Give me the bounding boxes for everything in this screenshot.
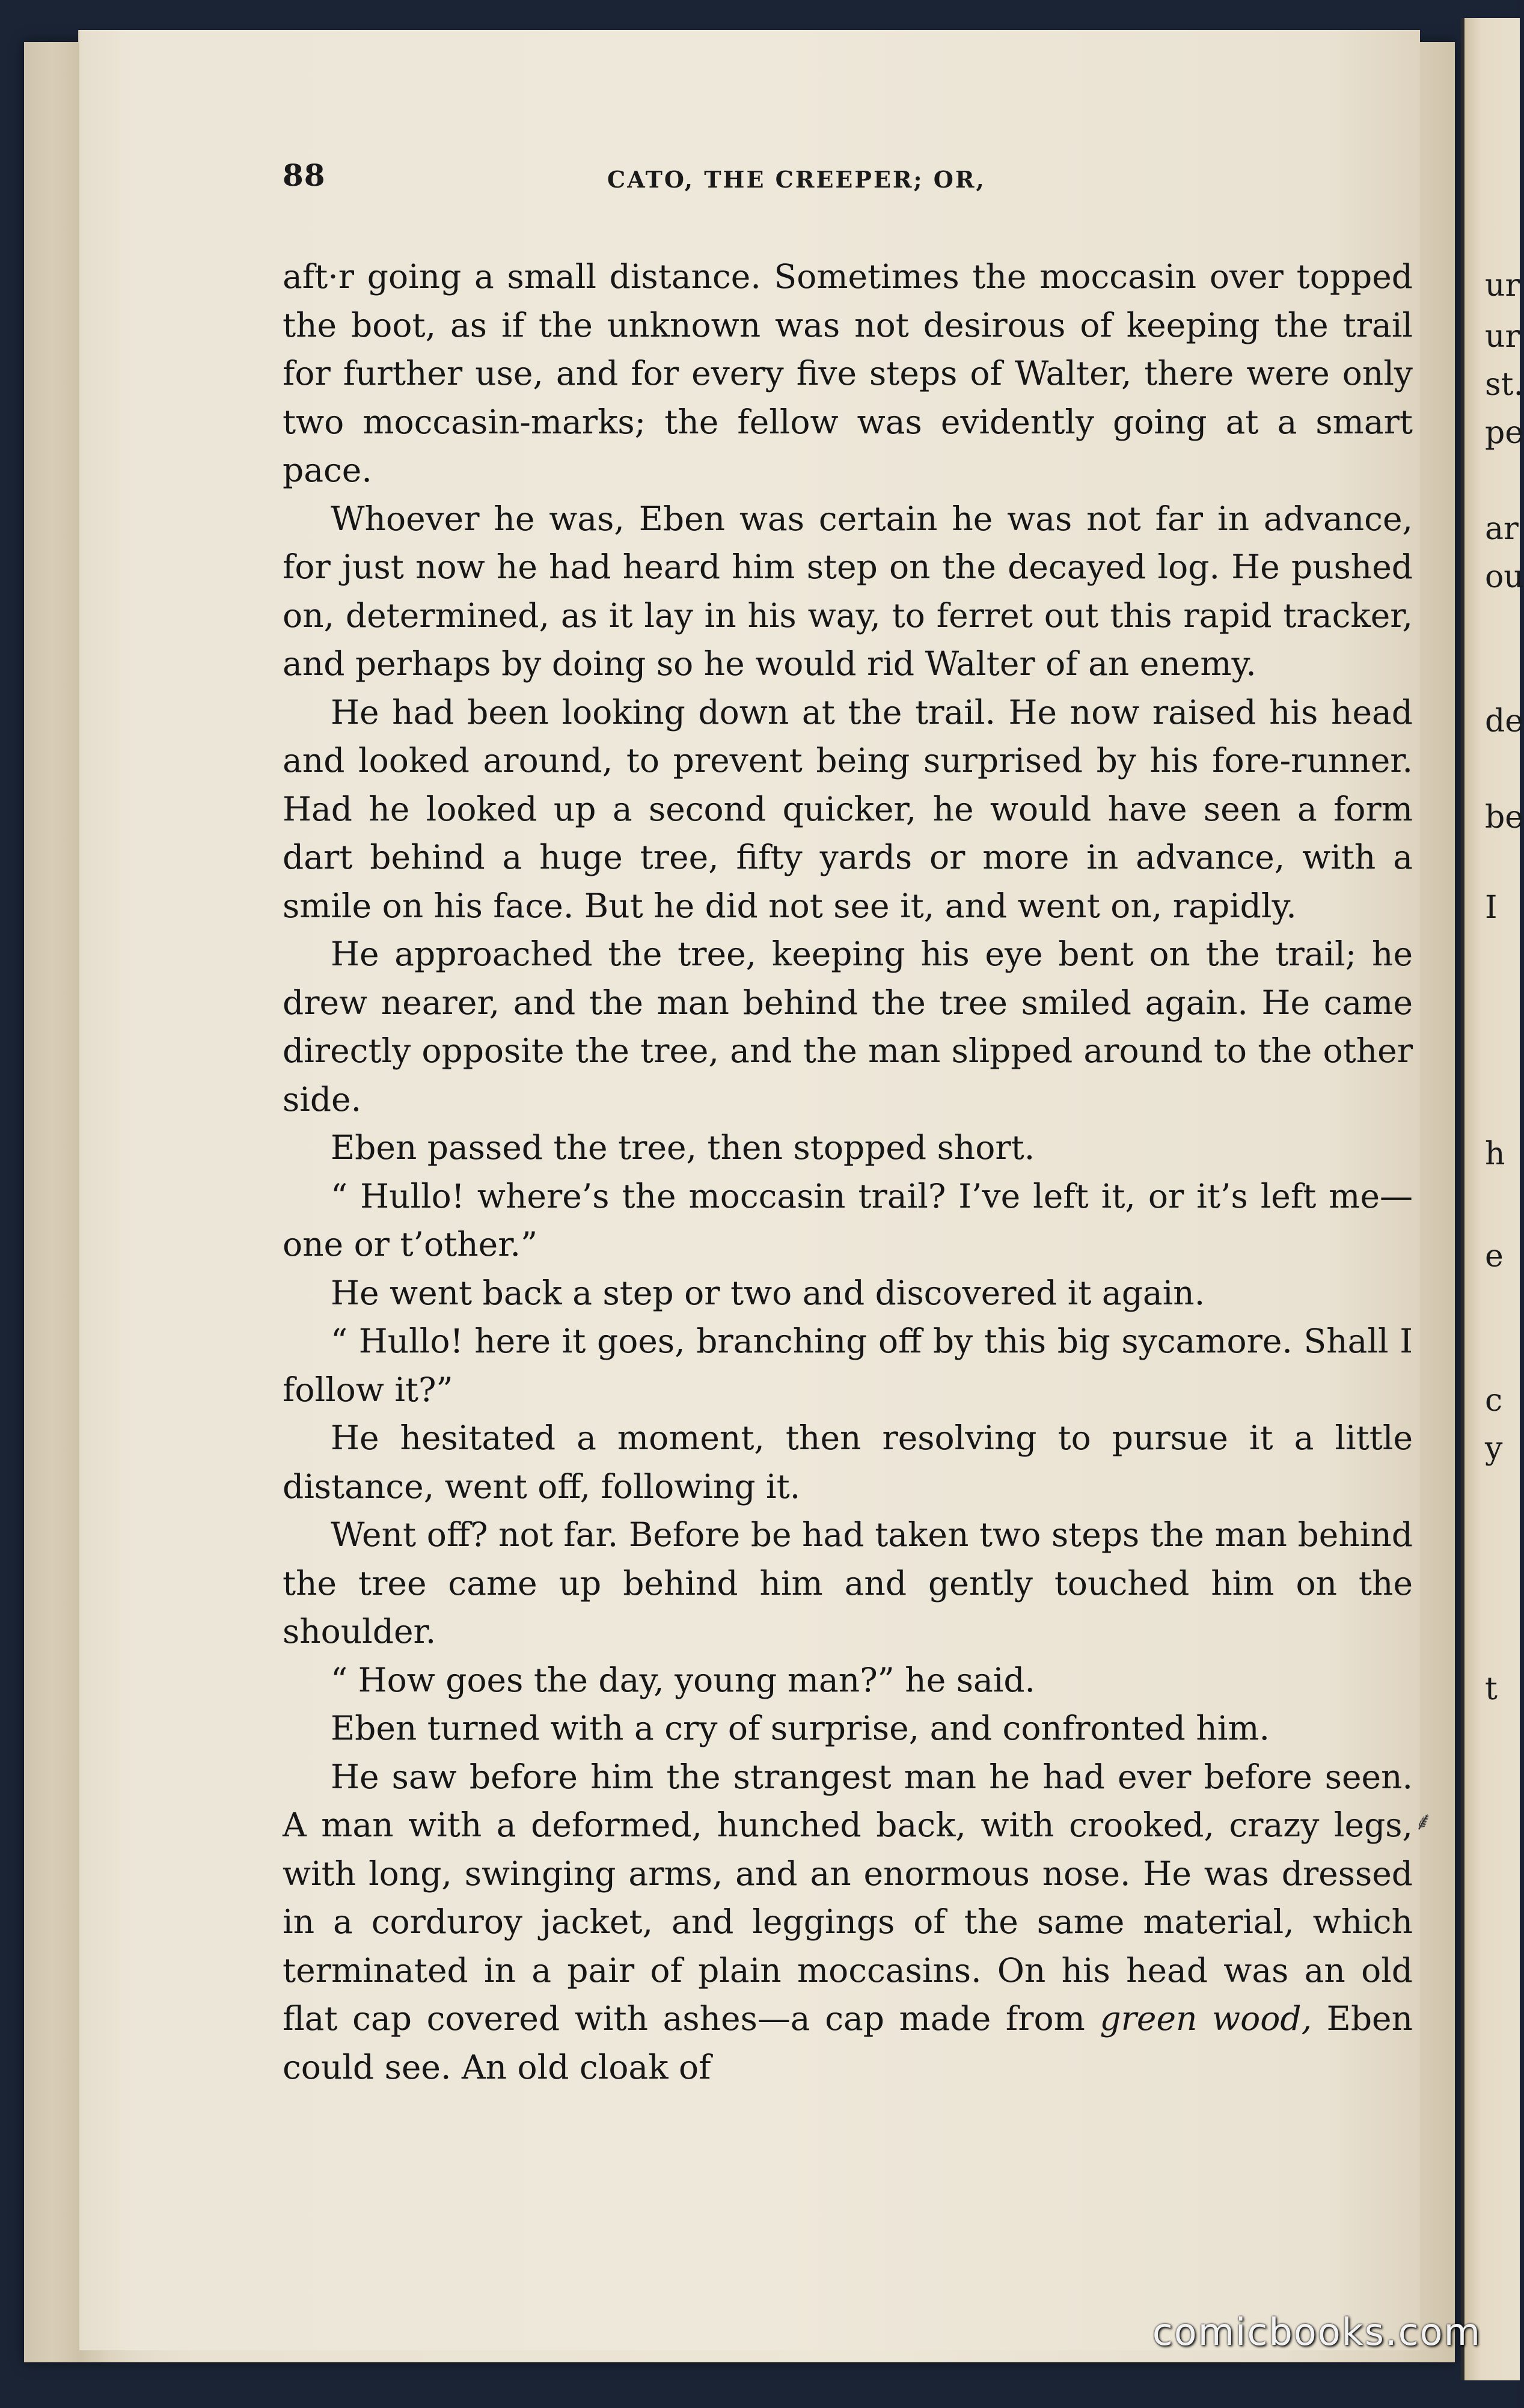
- paragraph: Whoever he was, Eben was certain he was not far in advance, for just now he had heard him step on the decayed log. He pushed on, determined, as it lay in his way, to ferret out this rapid tracker, and perhaps by doing so he would rid Walter of an enemy.: [283, 499, 1413, 683]
- facing-page-fragment: e: [1485, 1238, 1504, 1274]
- paragraph-text: He saw before him the strangest man he had ever before seen. A man with a deformed, hunched back, with crooked, crazy legs, with long, swinging arms, and an enormous nose. He was dressed in a corduroy jacket, and leggings of the same material, which terminated in a pair of plain moccasins. On his head was an old flat cap covered with ashes—a cap made from: [283, 1757, 1413, 2038]
- paragraph-tail: Eben could see. An old cloak of: [283, 1999, 1413, 2086]
- facing-page-fragment: be: [1485, 799, 1524, 836]
- paragraph: Went off? not far. Before be had taken two steps the man behind the tree came up behind him and gently touched him on the shoulder.: [283, 1515, 1413, 1651]
- paragraph: “ Hullo! here it goes, branching off by this big sycamore. Shall I follow it?”: [283, 1322, 1413, 1409]
- facing-page-fragment: h: [1485, 1136, 1505, 1172]
- running-head: CATO, THE CREEPER; OR,: [607, 166, 986, 193]
- facing-page-fragment: ar: [1485, 511, 1519, 547]
- facing-page-fragment: ur: [1485, 267, 1520, 304]
- facing-page-fragment: pe: [1485, 415, 1524, 451]
- paragraph: aft·r going a small distance. Sometimes the moccasin over topped the boot, as if the unknown was not desirous of keeping the trail for further use, and for every five steps of Walter, there were only two moccasin-marks; the fellow was evidently going at a smart pace.: [283, 257, 1413, 489]
- page-number: 88: [283, 157, 326, 193]
- facing-page-fragment: c: [1485, 1383, 1503, 1419]
- facing-page-fragment: y: [1485, 1431, 1503, 1467]
- facing-page-fragment: ur: [1485, 319, 1520, 355]
- body-text: [283, 252, 1413, 2091]
- paragraph: He approached the tree, keeping his eye bent on the trail; he drew nearer, and the man behind the tree smiled again. He came directly opposite the tree, and the man slipped around to the other side.: [283, 935, 1413, 1119]
- italic-phrase: green wood,: [1100, 1999, 1312, 2038]
- paragraph: Eben passed the tree, then stopped short.: [331, 1128, 1035, 1167]
- paragraph: “ Hullo! where’s the moccasin trail? I’ve left it, or it’s left me—one or t’other.”: [283, 1176, 1413, 1264]
- paragraph: He hesitated a moment, then resolving to pursue it a little distance, went off, following it.: [283, 1419, 1413, 1506]
- watermark: comicbooks.com: [1152, 2310, 1481, 2354]
- paragraph: He went back a step or two and discovered it again.: [331, 1273, 1205, 1312]
- paragraph-last: [283, 1753, 1413, 2092]
- page-header: [283, 157, 1413, 212]
- facing-page-fragment: de: [1485, 703, 1524, 739]
- facing-page-fragment: I: [1485, 890, 1498, 926]
- paragraph: Eben turned with a cry of surprise, and confronted him.: [331, 1709, 1270, 1747]
- facing-page-fragment: t: [1485, 1671, 1498, 1707]
- facing-page-fragment: st.: [1485, 367, 1524, 403]
- paragraph: He had been looking down at the trail. He now raised his head and looked around, to prevent being surprised by his fore-runner. Had he looked up a second quicker, he would have seen a form dart behind a huge tree, fifty yards or more in advance, with a smile on his face. But he did not see it, and went on, rapidly.: [283, 692, 1413, 925]
- facing-page-fragment: ou: [1485, 559, 1524, 595]
- margin-pencil-mark: ⸙: [1414, 1806, 1433, 1836]
- paragraph: “ How goes the day, young man?” he said.: [331, 1660, 1036, 1699]
